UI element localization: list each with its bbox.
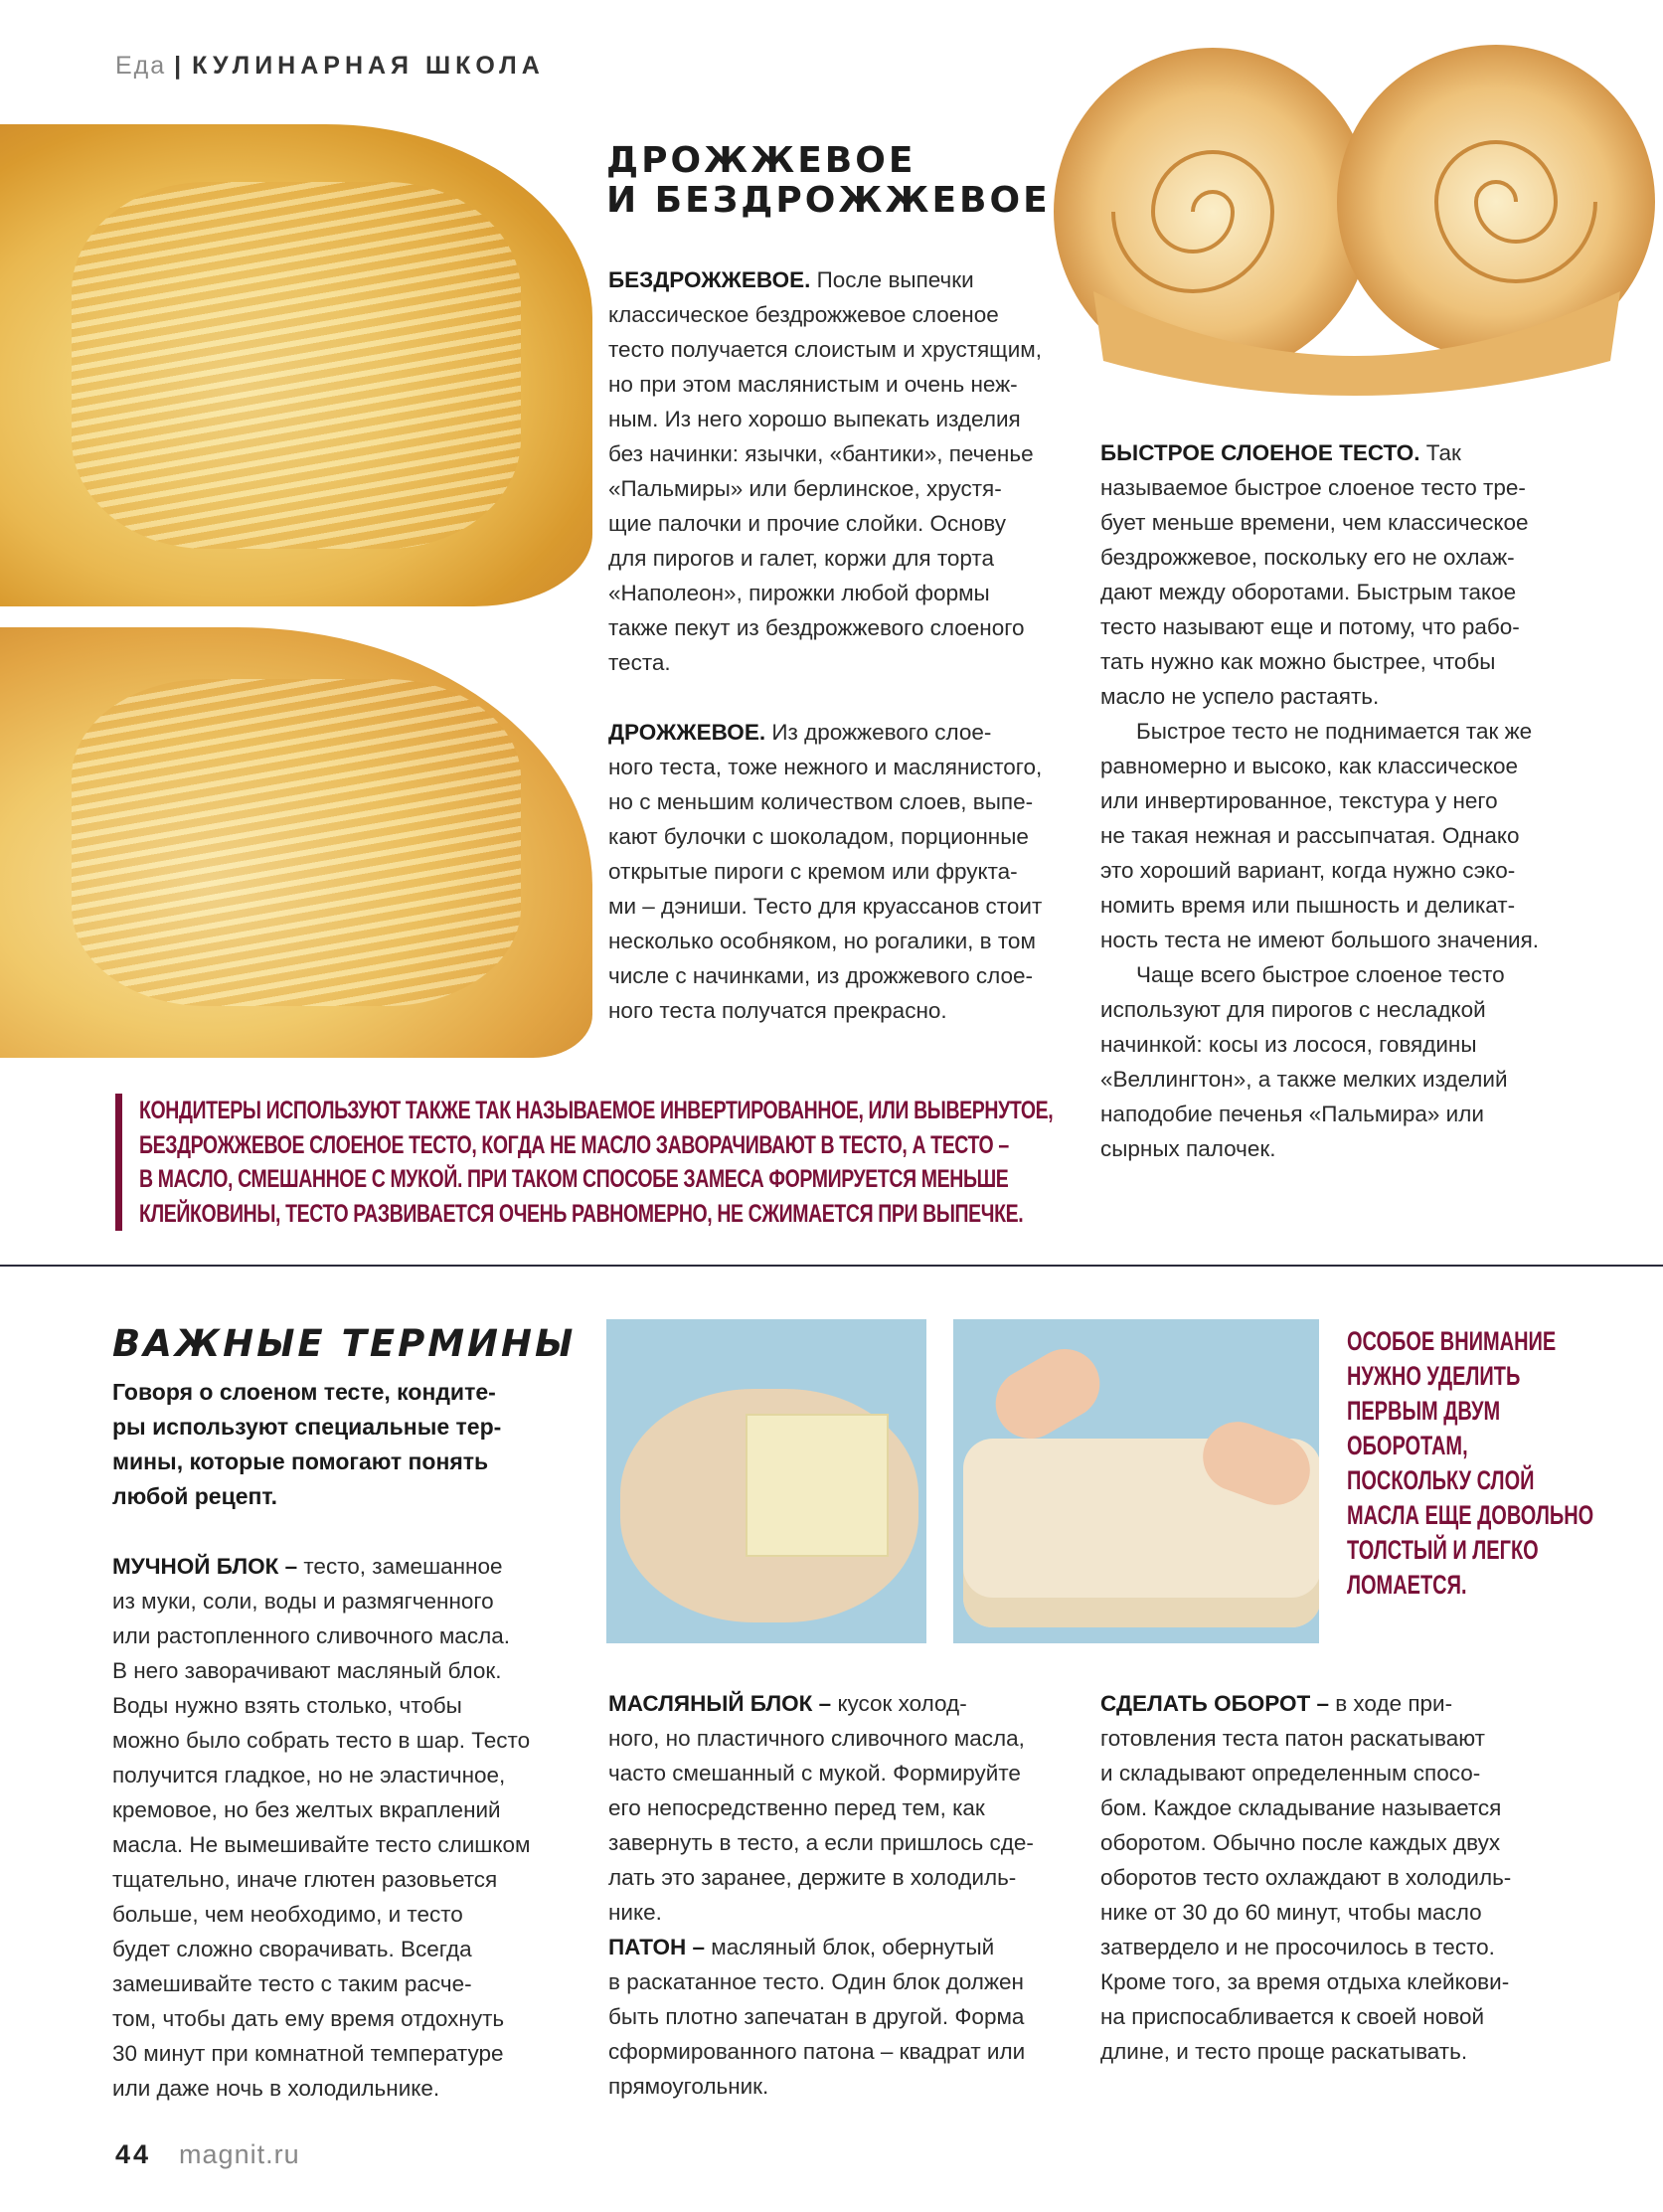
text-line — [1100, 470, 1539, 505]
text-line — [608, 2069, 1034, 2104]
paragraph — [1100, 714, 1539, 957]
line-text: Так — [1419, 440, 1461, 465]
line-text: замешивайте тесто с таким расче- — [112, 1971, 472, 1996]
text-line — [112, 1932, 530, 1966]
line-text: можно было собрать тесто в шар. Тесто — [112, 1728, 531, 1753]
line-text: наподобие печенья «Пальмира» или — [1100, 1102, 1484, 1126]
line-text: или даже ночь в холодильнике. — [112, 2076, 440, 2101]
text-line — [608, 1860, 1034, 1895]
text-line — [1100, 714, 1539, 749]
line-text: ным. Из него хорошо выпекать изделия — [608, 407, 1021, 431]
heading-line: И БЕЗДРОЖЖЕВОЕ — [606, 180, 1051, 221]
text-line — [608, 1790, 1034, 1825]
text-line — [1100, 644, 1539, 679]
text-line — [1100, 923, 1539, 957]
line-text: классическое бездрожжевое слоеное — [608, 302, 999, 327]
line-text: бует меньше времени, чем классическое — [1100, 510, 1529, 535]
line-text: сырных палочек. — [1100, 1136, 1276, 1161]
line-text: часто смешанный с мукой. Формируйте — [608, 1761, 1021, 1786]
turns-warning-note — [1347, 1324, 1663, 1603]
line-text: щие палочки и прочие слойки. Основу — [608, 511, 1006, 536]
text-line — [112, 2001, 530, 2036]
text-line — [112, 1688, 530, 1723]
text-line — [1100, 1790, 1511, 1825]
line-text: кают булочки с шоколадом, порционные — [608, 824, 1029, 849]
line-text: «Веллингтон», а также мелких изделий — [1100, 1067, 1508, 1092]
text-line — [608, 367, 1042, 402]
folding-dough-photo — [953, 1319, 1319, 1643]
text-line — [1100, 783, 1539, 818]
text-line — [1100, 1756, 1511, 1790]
heading-line: ДРОЖЖЕВОЕ — [606, 140, 916, 181]
line-text: быть плотно запечатан в другой. Форма — [608, 2004, 1025, 2029]
line-text: не такая нежная и рассыпчатая. Однако — [1100, 823, 1520, 848]
line-text: это хороший вариант, когда нужно сэко- — [1100, 858, 1516, 883]
line-text: прямоугольник. — [608, 2074, 769, 2099]
text-line — [1100, 1686, 1511, 1721]
text-line — [1100, 1062, 1539, 1097]
column-butter-block — [608, 1686, 1034, 2104]
term-lead: БЫСТРОЕ СЛОЕНОЕ ТЕСТО. — [1100, 440, 1420, 465]
line-text: Воды нужно взять столько, чтобы — [112, 1693, 462, 1718]
text-line — [608, 436, 1042, 471]
paragraph-gap — [608, 680, 1042, 715]
text-line: мины, которые помогают понять — [112, 1448, 489, 1474]
paragraph — [608, 1686, 1034, 1930]
line-text: затвердело и не просочилось в тесто. — [1100, 1935, 1495, 1959]
text-line — [608, 819, 1042, 854]
line-text: ного теста, тоже нежного и маслянистого, — [608, 755, 1043, 779]
text-line — [608, 645, 1042, 680]
text-line — [608, 262, 1042, 297]
line-text: нике от 30 до 60 минут, чтобы масло — [1100, 1900, 1482, 1925]
line-text: для пирогов и галет, коржи для торта — [608, 546, 994, 571]
page-footer — [115, 2139, 300, 2170]
text-line: Говоря о слоеном тесте, кондите- — [112, 1379, 496, 1405]
line-text: ми – дэниши. Тесто для круассанов стоит — [608, 894, 1043, 919]
text-line — [112, 1584, 530, 1618]
line-text: но с меньшим количеством слоев, выпе- — [608, 789, 1034, 814]
text-line — [608, 924, 1042, 958]
line-text: бездрожжевое, поскольку его не охлаж- — [1100, 545, 1515, 570]
text-line — [1100, 1964, 1511, 1999]
text-line — [608, 1686, 1034, 1721]
term-lead: СДЕЛАТЬ ОБОРОТ – — [1100, 1691, 1329, 1716]
text-line — [608, 576, 1042, 610]
line-text: сформированного патона – квадрат или — [608, 2039, 1026, 2064]
text-line: КЛЕЙКОВИНЫ, ТЕСТО РАЗВИВАЕТСЯ ОЧЕНЬ РАВНОМЕРНО, НЕ СЖИМАЕТСЯ ПРИ ВЫПЕЧКЕ. — [139, 1199, 1024, 1228]
text-line — [112, 1897, 530, 1932]
line-text: будет сложно сворачивать. Всегда — [112, 1937, 472, 1961]
line-text: ность теста не имеют большого значения. — [1100, 928, 1540, 952]
line-text: масляный блок, обернутый — [705, 1935, 995, 1959]
line-text: больше, чем необходимо, и тесто — [112, 1902, 463, 1927]
line-text: но при этом маслянистым и очень неж- — [608, 372, 1018, 397]
text-line — [112, 1618, 530, 1653]
text-line — [1100, 1895, 1511, 1930]
palmier-cookie-image — [1054, 43, 1656, 409]
line-text: «Наполеон», пирожки любой формы — [608, 581, 990, 605]
line-text: завернуть в тесто, а если пришлось сде- — [608, 1830, 1034, 1855]
text-line: НУЖНО УДЕЛИТЬ — [1347, 1361, 1521, 1391]
text-line — [1100, 1027, 1539, 1062]
text-line — [1100, 1999, 1511, 2034]
text-line — [1100, 888, 1539, 923]
text-line: ЛОМАЕТСЯ. — [1347, 1570, 1467, 1600]
text-line — [608, 2034, 1034, 2069]
line-text: Из дрожжевого слое- — [765, 720, 992, 745]
line-text: из муки, соли, воды и размягченного — [112, 1589, 494, 1614]
line-text: масло не успело растаять. — [1100, 684, 1380, 709]
section-heading-yeast — [606, 141, 1051, 221]
term-lead: БЕЗДРОЖЖЕВОЕ. — [608, 267, 811, 292]
line-text: или инвертированное, текстура у него — [1100, 788, 1498, 813]
line-text: В него заворачивают масляный блок. — [112, 1658, 502, 1683]
line-text: тесто, замешанное — [297, 1554, 503, 1579]
line-text: начинкой: косы из лосося, говядины — [1100, 1032, 1477, 1057]
text-line — [608, 402, 1042, 436]
line-text: длине, и тесто проще раскатывать. — [1100, 2039, 1468, 2064]
paragraph — [1100, 1686, 1511, 2069]
text-line — [608, 993, 1042, 1028]
text-line — [608, 889, 1042, 924]
text-line — [608, 1999, 1034, 2034]
text-line — [608, 1756, 1034, 1790]
text-line: БЕЗДРОЖЖЕВОЕ СЛОЕНОЕ ТЕСТО, КОГДА НЕ МАСЛО ЗАВОРАЧИВАЮТ В ТЕСТО, А ТЕСТО – — [139, 1130, 1009, 1159]
line-text: несколько особняком, но рогалики, в том — [608, 929, 1036, 953]
croissant-cross-section-image — [0, 124, 592, 606]
paragraph — [608, 262, 1042, 680]
butter-block-on-dough-photo — [606, 1319, 926, 1643]
text-line — [608, 610, 1042, 645]
line-text: номить время или пышность и деликат- — [1100, 893, 1516, 918]
line-text: называемое быстрое слоеное тесто тре- — [1100, 475, 1526, 500]
text-line — [608, 1721, 1034, 1756]
text-line — [112, 1966, 530, 2001]
term-lead: МАСЛЯНЫЙ БЛОК – — [608, 1691, 832, 1716]
text-line — [1100, 957, 1539, 992]
text-line — [608, 1825, 1034, 1860]
paragraph — [112, 1549, 530, 2106]
text-line — [112, 1549, 530, 1584]
text-line: ПОСКОЛЬКУ СЛОЙ — [1347, 1465, 1535, 1495]
text-line — [1100, 818, 1539, 853]
section-heading-terms: ВАЖНЫЕ ТЕРМИНЫ — [112, 1322, 577, 1365]
text-line — [608, 854, 1042, 889]
text-line: ТОЛСТЫЙ И ЛЕГКО — [1347, 1535, 1539, 1565]
text-line — [1100, 540, 1539, 575]
page-number: 44 — [115, 2139, 152, 2169]
text-line: любой рецепт. — [112, 1483, 278, 1509]
text-line — [1100, 853, 1539, 888]
term-lead: МУЧНОЙ БЛОК – — [112, 1554, 298, 1579]
line-text: без начинки: язычки, «бантики», печенье — [608, 441, 1034, 466]
line-text: масла. Не вымешивайте тесто слишком — [112, 1832, 531, 1857]
text-line — [608, 297, 1042, 332]
text-line — [608, 541, 1042, 576]
text-line — [1100, 609, 1539, 644]
text-line — [112, 1758, 530, 1792]
text-line: В МАСЛО, СМЕШАННОЕ С МУКОЙ. ПРИ ТАКОМ СПОСОБЕ ЗАМЕСА ФОРМИРУЕТСЯ МЕНЬШЕ — [139, 1165, 1009, 1193]
line-text: также пекут из бездрожжевого слоеного — [608, 615, 1025, 640]
line-text: числе с начинками, из дрожжевого слое- — [608, 963, 1033, 988]
text-line — [608, 1964, 1034, 1999]
term-lead: ПАТОН – — [608, 1935, 705, 1959]
line-text: в ходе при- — [1328, 1691, 1453, 1716]
line-text: Чаще всего быстрое слоеное тесто — [1136, 962, 1505, 987]
text-line — [1100, 1860, 1511, 1895]
line-text: оборотов тесто охлаждают в холодиль- — [1100, 1865, 1512, 1890]
text-line — [112, 2036, 530, 2071]
column-flour-block — [112, 1549, 530, 2106]
text-line — [1100, 575, 1539, 609]
text-line: ПЕРВЫМ ДВУМ — [1347, 1396, 1501, 1426]
text-line — [1100, 749, 1539, 783]
line-text: тесто получается слоистым и хрустящим, — [608, 337, 1042, 362]
line-text: теста. — [608, 650, 671, 675]
line-text: на приспосабливается к своей новой — [1100, 2004, 1485, 2029]
text-line — [1100, 435, 1539, 470]
line-text: кусок холод- — [831, 1691, 967, 1716]
line-text: Быстрое тесто не поднимается так же — [1136, 719, 1533, 744]
text-line: ОСОБОЕ ВНИМАНИЕ — [1347, 1326, 1557, 1356]
text-line — [608, 506, 1042, 541]
line-text: равномерно и высоко, как классическое — [1100, 754, 1519, 778]
text-line — [608, 784, 1042, 819]
line-text: дают между оборотами. Быстрым такое — [1100, 580, 1517, 604]
column-quick-puff — [1100, 435, 1539, 1166]
line-text: открытые пироги с кремом или фрукта- — [608, 859, 1018, 884]
line-text: тать нужно как можно быстрее, чтобы — [1100, 649, 1496, 674]
text-line — [608, 958, 1042, 993]
column-turn — [1100, 1686, 1511, 2069]
text-line — [112, 1653, 530, 1688]
line-text: Кроме того, за время отдыха клейкови- — [1100, 1969, 1510, 1994]
text-line — [608, 471, 1042, 506]
line-text: том, чтобы дать ему время отдохнуть — [112, 2006, 505, 2031]
text-line — [112, 2071, 530, 2106]
line-text: его непосредственно перед тем, как — [608, 1795, 985, 1820]
puff-pastry-image — [0, 627, 592, 1058]
line-text: ного, но пластичного сливочного масла, — [608, 1726, 1025, 1751]
line-text: используют для пирогов с несладкой — [1100, 997, 1486, 1022]
text-line — [1100, 992, 1539, 1027]
text-line: ры используют специальные тер- — [112, 1414, 502, 1440]
section-label: Еда — [115, 52, 167, 80]
text-line — [1100, 1825, 1511, 1860]
text-line — [112, 1723, 530, 1758]
column-yeast-types — [608, 262, 1042, 1028]
text-line — [608, 750, 1042, 784]
text-line — [1100, 1930, 1511, 1964]
text-line — [608, 332, 1042, 367]
paragraph — [1100, 435, 1539, 714]
line-text: 30 минут при комнатной температуре — [112, 2041, 504, 2066]
line-text: готовления теста патон раскатывают — [1100, 1726, 1485, 1751]
term-lead: ДРОЖЖЕВОЕ. — [608, 720, 766, 745]
text-line — [1100, 1721, 1511, 1756]
text-line: МАСЛА ЕЩЕ ДОВОЛЬНО — [1347, 1500, 1594, 1530]
text-line — [1100, 679, 1539, 714]
text-line: КОНДИТЕРЫ ИСПОЛЬЗУЮТ ТАКЖЕ ТАК НАЗЫВАЕМОЕ ИНВЕРТИРОВАННОЕ, ИЛИ ВЫВЕРНУТОЕ, — [139, 1097, 1054, 1124]
site-url: magnit.ru — [179, 2139, 300, 2169]
text-line — [1100, 2034, 1511, 2069]
text-line: ОБОРОТАМ, — [1347, 1431, 1468, 1460]
line-text: получится гладкое, но не эластичное, — [112, 1763, 506, 1787]
page-header — [115, 52, 545, 81]
paragraph — [608, 1930, 1034, 2104]
text-line — [608, 715, 1042, 750]
text-line — [112, 1792, 530, 1827]
line-text: тщательно, иначе глютен разовьется — [112, 1867, 498, 1892]
text-line — [1100, 505, 1539, 540]
callout-inverted-dough — [115, 1094, 1311, 1231]
line-text: кремовое, но без желтых вкраплений — [112, 1797, 501, 1822]
line-text: оборотом. Обычно после каждых двух — [1100, 1830, 1501, 1855]
terms-intro — [112, 1375, 501, 1514]
line-text: бом. Каждое складывание называется — [1100, 1795, 1502, 1820]
line-text: лать это заранее, держите в холодиль- — [608, 1865, 1017, 1890]
line-text: ного теста получатся прекрасно. — [608, 998, 947, 1023]
line-text: в раскатанное тесто. Один блок должен — [608, 1969, 1024, 1994]
section-divider — [0, 1265, 1663, 1267]
rubric-label: КУЛИНАРНАЯ ШКОЛА — [192, 52, 545, 80]
text-line — [112, 1862, 530, 1897]
line-text: нике. — [608, 1900, 662, 1925]
line-text: или растопленного сливочного масла. — [112, 1623, 510, 1648]
line-text: «Пальмиры» или берлинское, хрустя- — [608, 476, 1002, 501]
text-line — [608, 1930, 1034, 1964]
line-text: После выпечки — [810, 267, 974, 292]
paragraph — [608, 715, 1042, 1028]
line-text: и складывают определенным спосо- — [1100, 1761, 1481, 1786]
line-text: тесто называют еще и потому, что рабо- — [1100, 614, 1520, 639]
text-line — [608, 1895, 1034, 1930]
header-separator: | — [174, 52, 185, 80]
text-line — [112, 1827, 530, 1862]
